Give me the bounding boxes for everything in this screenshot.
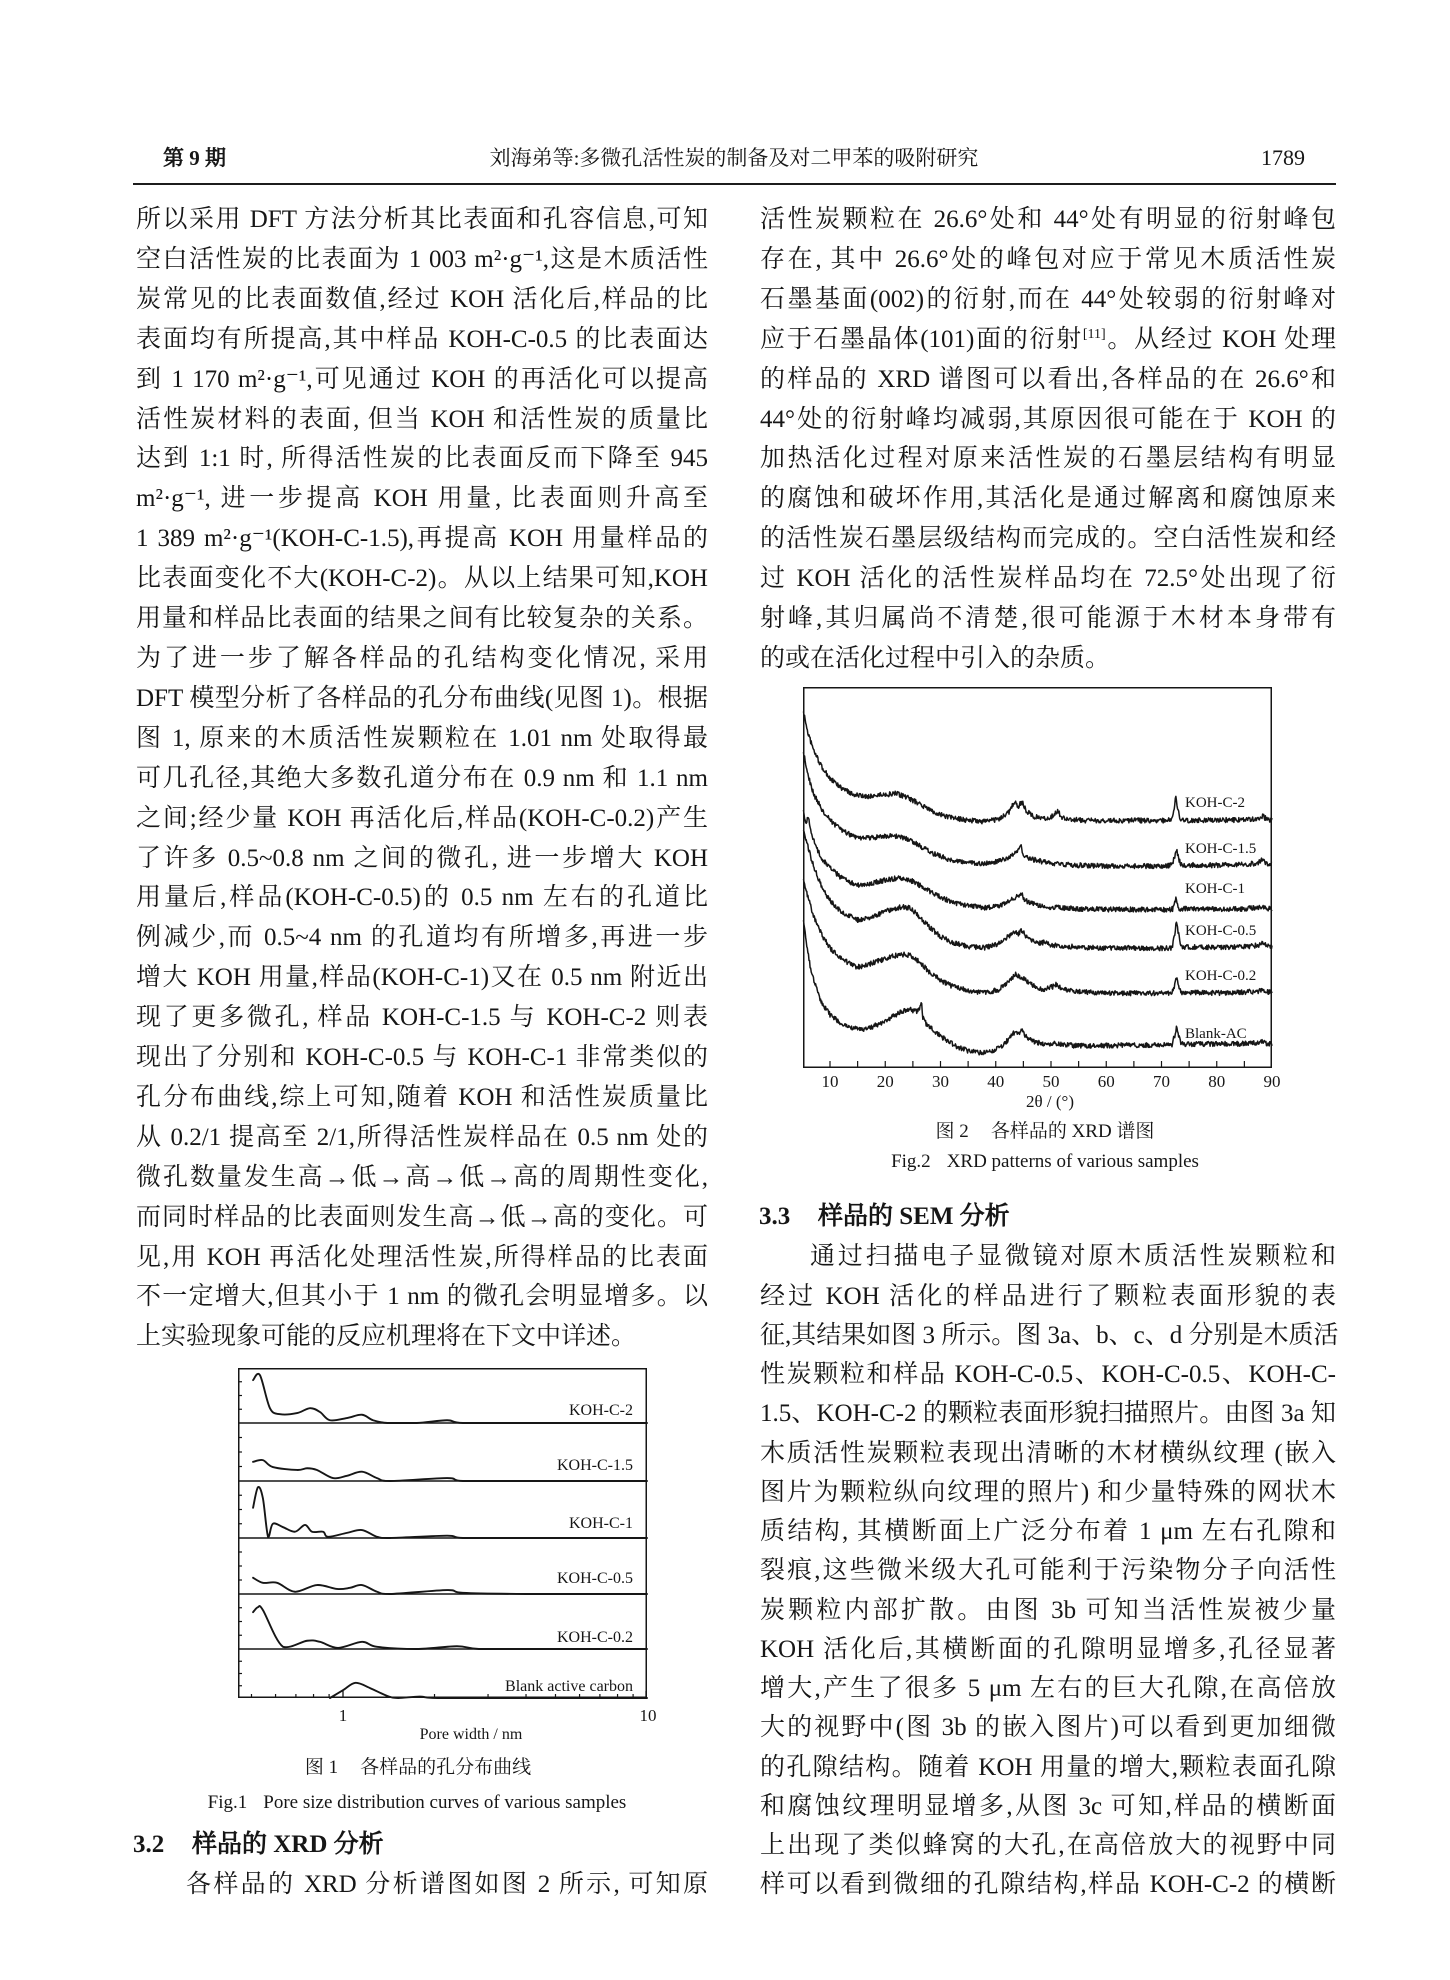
text-line: 大的视野中(图 3b 的嵌入图片)可以看到更加细微 xyxy=(760,1714,1336,1742)
text-line: 的腐蚀和破坏作用,其活化是通过解离和腐蚀原来 xyxy=(760,485,1336,513)
running-title: 刘海弟等:多微孔活性炭的制备及对二甲苯的吸附研究 xyxy=(489,146,979,170)
text-line: 石墨基面(002)的衍射,而在 44°处较弱的衍射峰对 xyxy=(760,285,1336,313)
figure-number: 图 1 xyxy=(304,1757,339,1778)
text-line: 可几孔径,其绝大多数孔道分布在 0.9 nm 和 1.1 nm xyxy=(136,764,708,792)
text-line: 所以采用 DFT 方法分析其比表面和孔容信息,可知 xyxy=(136,206,708,233)
citation-superscript: [11] xyxy=(1082,326,1106,342)
x-tick-label: 70 xyxy=(1153,1072,1170,1091)
text-line: 用量后,样品(KOH-C-0.5)的 0.5 nm 左右的孔道比 xyxy=(136,884,708,912)
left-paragraph-xrd xyxy=(136,1865,708,1905)
figure-caption-text: 各样品的 XRD 谱图 xyxy=(990,1121,1155,1142)
text-line: 裂痕,这些微米级大孔可能利于污染物分子向活性 xyxy=(760,1557,1336,1585)
text-line: 从 0.2/1 提高至 2/1,所得活性炭样品在 0.5 nm 处的 xyxy=(136,1123,708,1151)
x-tick-label: 10 xyxy=(639,1706,657,1725)
text-line: 之间;经少量 KOH 再活化后,样品(KOH-C-0.2)产生 xyxy=(136,804,708,832)
left-paragraph-continued xyxy=(136,200,708,1357)
figure-number: 图 2 xyxy=(935,1121,969,1142)
x-tick-label: 30 xyxy=(932,1072,949,1091)
text-line: 样可以看到微细的孔隙结构,样品 KOH-C-2 的横断 xyxy=(760,1871,1336,1899)
section-number: 3.2 xyxy=(133,1831,165,1858)
text-line: 的样品的 XRD 谱图可以看出,各样品的在 26.6°和 xyxy=(760,365,1336,393)
text-line: 为了进一步了解各样品的孔结构变化情况, 采用 xyxy=(136,644,708,672)
x-tick-label: 40 xyxy=(987,1072,1005,1091)
text-line: 1 389 m²·g⁻¹(KOH-C-1.5),再提高 KOH 用量样品的 xyxy=(136,525,708,553)
series-label: KOH-C-2 xyxy=(1185,795,1245,811)
text-line: 经过 KOH 活化的样品进行了颗粒表面形貌的表 xyxy=(760,1282,1336,1310)
text-line: 各样品的 XRD 分析谱图如图 2 所示, 可知原 xyxy=(186,1871,708,1898)
header-rule xyxy=(133,183,1336,185)
text-line: 存在, 其中 26.6°处的峰包对应于常见木质活性炭 xyxy=(760,245,1336,273)
text-line: 征,其结果如图 3 所示。图 3a、b、c、d 分别是木质活 xyxy=(760,1321,1339,1349)
text-line: 不一定增大,但其小于 1 nm 的微孔会明显增多。以 xyxy=(136,1283,708,1311)
series-label: KOH-C-0.2 xyxy=(557,1629,633,1646)
x-tick-label: 50 xyxy=(1042,1072,1060,1091)
text-line: 的或在活化过程中引入的杂质。 xyxy=(760,644,1111,672)
text-line: 孔分布曲线,综上可知,随着 KOH 和活性炭质量比 xyxy=(136,1083,708,1111)
series-label: KOH-C-1 xyxy=(1185,881,1245,897)
right-paragraph-sem xyxy=(760,1237,1339,1904)
text-line: 通过扫描电子显微镜对原木质活性炭颗粒和 xyxy=(810,1243,1336,1271)
text-line: 达到 1:1 时, 所得活性炭的比表面反而下降至 945 xyxy=(136,445,708,473)
figure-2-caption-en xyxy=(795,1149,1295,1175)
text-line: 上出现了类似蜂窝的大孔,在高倍放大的视野中同 xyxy=(760,1832,1336,1860)
text-line: 活性炭材料的表面, 但当 KOH 和活性炭的质量比 xyxy=(136,405,708,433)
text-line: 了许多 0.5~0.8 nm 之间的微孔, 进一步增大 KOH xyxy=(136,844,708,872)
page-number: 1789 xyxy=(1261,145,1305,170)
x-axis-title: Pore width / nm xyxy=(419,1726,523,1743)
text-line: m²·g⁻¹, 进一步提高 KOH 用量, 比表面则升高至 xyxy=(136,485,708,513)
x-tick-label: 1 xyxy=(338,1706,348,1725)
text-line: 木质活性炭颗粒表现出清晰的木材横纵纹理 (嵌入 xyxy=(760,1439,1336,1467)
x-tick-label: 90 xyxy=(1263,1072,1281,1091)
text-segment: 应于石墨晶体(101)面的衍射 xyxy=(760,325,1083,353)
text-line: 比表面变化不大(KOH-C-2)。从以上结果可知,KOH xyxy=(136,565,708,593)
text-line: 炭颗粒内部扩散。由图 3b 可知当活性炭被少量 xyxy=(760,1596,1336,1624)
text-line: DFT 模型分析了各样品的孔分布曲线(见图 1)。根据 xyxy=(136,684,708,712)
text-line: 例减少,而 0.5~4 nm 的孔道均有所增多,再进一步 xyxy=(136,924,708,952)
series-label: KOH-C-1.5 xyxy=(557,1457,633,1474)
text-segment: 。从经过 KOH 处理 xyxy=(1105,325,1336,353)
right-paragraph-continued xyxy=(760,200,1336,679)
section-title: 样品的 XRD 分析 xyxy=(192,1831,384,1858)
figure-1-caption-en xyxy=(117,1790,717,1816)
section-heading-3-2 xyxy=(133,1825,384,1865)
text-line: 图 1, 原来的木质活性炭颗粒在 1.01 nm 处取得最 xyxy=(136,724,708,752)
text-line: 上实验现象可能的反应机理将在下文中详述。 xyxy=(136,1323,637,1351)
figure-caption-text: Pore size distribution curves of various samples xyxy=(263,1792,627,1813)
series-label: Blank active carbon xyxy=(505,1678,633,1695)
section-heading-3-3 xyxy=(759,1197,1010,1237)
figure-number: Fig.2 xyxy=(891,1151,931,1172)
text-line: 到 1 170 m²·g⁻¹,可见通过 KOH 的再活化可以提高 xyxy=(136,365,708,393)
text-line: 1.5、KOH-C-2 的颗粒表面形貌扫描照片。由图 3a 知 xyxy=(760,1400,1336,1428)
text-line: 活性炭颗粒在 26.6°处和 44°处有明显的衍射峰包 xyxy=(760,206,1336,233)
x-tick-label: 60 xyxy=(1097,1072,1115,1091)
text-line: 增大,产生了很多 5 μm 左右的巨大孔隙,在高倍放 xyxy=(760,1675,1336,1703)
series-label: KOH-C-0.5 xyxy=(557,1570,633,1587)
text-line: 性炭颗粒和样品 KOH-C-0.5、KOH-C-0.5、KOH-C- xyxy=(760,1361,1336,1389)
section-title: 样品的 SEM 分析 xyxy=(818,1203,1010,1230)
series-label: KOH-C-1.5 xyxy=(1185,841,1257,857)
figure-caption-text: 各样品的孔分布曲线 xyxy=(360,1757,532,1778)
text-line: 空白活性炭的比表面为 1 003 m²·g⁻¹,这是木质活性 xyxy=(136,245,708,273)
plot-frame xyxy=(804,688,1272,1068)
figure-1-caption-cn xyxy=(218,1755,618,1781)
text-line: 增大 KOH 用量,样品(KOH-C-1)又在 0.5 nm 附近出 xyxy=(136,964,708,992)
text-line: 的活性炭石墨层级结构而完成的。空白活性炭和经 xyxy=(760,525,1336,553)
series-label: KOH-C-0.5 xyxy=(1185,923,1257,939)
text-line: 现了更多微孔, 样品 KOH-C-1.5 与 KOH-C-2 则表 xyxy=(136,1004,708,1032)
text-line: 射峰,其归属尚不清楚,很可能源于木材本身带有 xyxy=(760,605,1336,633)
x-tick-label: 80 xyxy=(1208,1072,1226,1091)
text-line: KOH 活化后,其横断面的孔隙明显增多,孔径显著 xyxy=(760,1635,1336,1663)
text-line: 的孔隙结构。随着 KOH 用量的增大,颗粒表面孔隙 xyxy=(760,1753,1336,1781)
text-line: 炭常见的比表面数值,经过 KOH 活化后,样品的比 xyxy=(136,285,708,313)
x-axis-title: 2θ / (°) xyxy=(1026,1092,1074,1111)
figure-number: Fig.1 xyxy=(207,1792,248,1813)
series-label: KOH-C-1 xyxy=(569,1515,633,1532)
pore-size-distribution-chart xyxy=(238,1368,648,1699)
text-line: 过 KOH 活化的活性炭样品均在 72.5°处出现了衍 xyxy=(760,565,1336,593)
text-line: 44°处的衍射峰均减弱,其原因很可能在于 KOH 的 xyxy=(760,405,1336,433)
xrd-pattern-chart xyxy=(803,687,1273,1069)
x-tick-label: 20 xyxy=(876,1072,894,1091)
series-label: KOH-C-2 xyxy=(569,1402,633,1419)
text-line xyxy=(760,320,1336,360)
figure-2-caption-cn xyxy=(845,1119,1245,1145)
text-line: 表面均有所提高,其中样品 KOH-C-0.5 的比表面达 xyxy=(136,325,708,353)
text-line: 见,用 KOH 再活化处理活性炭,所得样品的比表面 xyxy=(136,1243,708,1271)
text-line: 加热活化过程对原来活性炭的石墨层结构有明显 xyxy=(760,445,1336,473)
series-label: Blank-AC xyxy=(1185,1026,1247,1042)
text-line: 和腐蚀纹理明显增多,从图 3c 可知,样品的横断面 xyxy=(760,1792,1336,1820)
text-line: 现出了分别和 KOH-C-0.5 与 KOH-C-1 非常类似的 xyxy=(136,1044,708,1072)
section-number: 3.3 xyxy=(759,1203,791,1230)
x-tick-label: 10 xyxy=(821,1072,839,1091)
text-line: 微孔数量发生高→低→高→低→高的周期性变化, xyxy=(136,1163,708,1191)
issue-number: 第 9 期 xyxy=(163,146,226,170)
text-line: 图片为颗粒纵向纹理的照片) 和少量特殊的网状木 xyxy=(760,1478,1336,1506)
text-line: 质结构, 其横断面上广泛分布着 1 μm 左右孔隙和 xyxy=(760,1518,1336,1546)
text-line: 而同时样品的比表面则发生高→低→高的变化。可 xyxy=(136,1203,708,1231)
series-label: KOH-C-0.2 xyxy=(1185,968,1257,984)
figure-caption-text: XRD patterns of various samples xyxy=(946,1151,1199,1172)
text-line: 用量和样品比表面的结果之间有比较复杂的关系。 xyxy=(136,605,708,633)
